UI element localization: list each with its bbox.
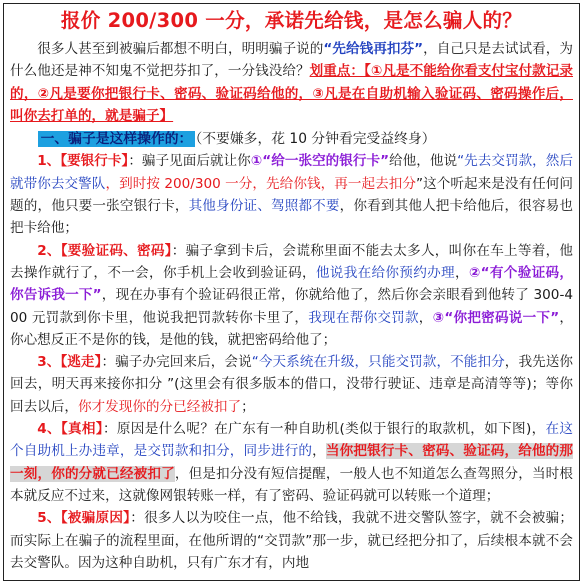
item-4-tag: 【真相】 — [60, 421, 103, 438]
item-1-text-4: ，你看到其他人把卡给他后，很容易也把卡给他； — [10, 198, 574, 237]
intro-text-1: 很多人甚至到被骗后都想不明白，明明骗子说的 — [37, 41, 324, 57]
item-2-blue-text-1: 他说我在给你预约办理 — [315, 264, 455, 281]
item-1-number: 1、 — [37, 153, 61, 170]
item-3-red-text: 你才发现你的分已经被扣了 — [77, 398, 242, 415]
item-1-quote-3: ，到时按 200/300 一分，先给你钱，再一起去扣分 — [105, 175, 417, 192]
item-2-text-2: ， — [454, 264, 469, 281]
item-4-text-2: ， — [312, 443, 326, 460]
item-5-number: 5、 — [37, 510, 61, 527]
item-4-number: 4、 — [37, 421, 61, 438]
section-label: 一、骗子是这样操作的： — [38, 131, 196, 147]
item-2-tag: 【要验证码、密码】 — [60, 242, 172, 259]
document-frame — [3, 3, 580, 581]
item-4-text-1: ：原因是什么呢？在广东有一种自助机(类似于银行的取款机，如下图)， — [102, 421, 546, 438]
item-3-tag: 【逃走】 — [60, 354, 102, 371]
item-1-text-1: ：骗子见面后就让你 — [128, 153, 251, 170]
item-2-quote-1: ②“有个验证码，你告诉我一下” — [10, 264, 574, 304]
item-4-highlight: 当你把银行卡、密码、验证码，给他的那一刻，你的分就已经被扣了 — [10, 443, 574, 482]
key-points: 划重点：【①凡是不能给你看支付宝付款记录的，②凡是要你把银行卡、密码、验证码给他的，③凡是在自助机输入验证码、密码操作后，叫你去打单的，就是骗子】 — [10, 63, 574, 124]
item-4-text-3: ，但是扣分没有短信提醒，一般人也不知道怎么查驾照分，当时根本就反应不过来，这就像网银转账一样，有了密码、验证码就可以转账一个道理； — [10, 465, 574, 504]
intro-text-2: ，自己只是去试试看，为什么他还是神不知鬼不觉把芬扣了，一分钱没给？ — [10, 41, 574, 80]
page-title: 报价 200/300 一分，承诺先给钱，是怎么骗人的？ — [60, 9, 523, 32]
item-5-tag: 【被骗原因】 — [60, 510, 131, 527]
item-1-tag: 【要银行卡】 — [60, 153, 129, 170]
item-1-text-2: 给他，他说 — [389, 153, 458, 170]
item-2-text-5: ，你心想反正不是你的钱，是他的钱，就把密码给他了； — [10, 309, 574, 348]
item-2-number: 2、 — [37, 242, 61, 259]
item-3-text-3: ； — [241, 398, 255, 415]
item-4-blue-text: 在这个自助机上办违章，是交罚款和扣分，同步进行的 — [10, 421, 574, 460]
item-3 — [4, 351, 579, 418]
item-2-quote-2: ③“你把密码说一下” — [432, 309, 560, 326]
section-heading — [4, 128, 579, 150]
item-1-text-3: ”这个听起来是没有任何问题的，他只要一张空银行卡， — [10, 175, 574, 215]
item-3-number: 3、 — [37, 354, 61, 371]
item-5 — [4, 507, 579, 574]
intro-paragraph — [4, 38, 579, 127]
section-note: （不要嫌多，花 10 分钟看完受益终身） — [195, 131, 436, 148]
item-3-text-2: ，我先送你回去，明天再来接你扣分 ”(这里会有很多版本的借口，没带行驶证、违章是高清等等)；等你回去以后， — [10, 354, 574, 415]
item-1 — [4, 150, 579, 239]
item-3-text-1: ：骗子办完回来后，会说 — [101, 354, 252, 371]
item-2-blue-text-2: 我现在帮你交罚款 — [308, 309, 419, 326]
item-1-quote-2: “先去交罚款，然后就带你去交警队 — [10, 153, 573, 192]
item-1-blue-text: 其他身份证、驾照都不要 — [188, 198, 340, 215]
item-2-text-3: ，现在办事有个验证码很正常，你就给他了，然后你会亲眼看到他转了 300-400 元罚款到你卡里，他说我把罚款转你卡里了， — [10, 287, 573, 326]
item-2-text-4: ， — [418, 309, 433, 326]
item-2-text-1: ：骗子拿到卡后，会谎称里面不能去太多人，叫你在车上等着，他去操作就行了，不一会，你手机上会收到验证码， — [10, 242, 574, 281]
item-1-quote-1: ①“给一张空的银行卡” — [250, 153, 390, 170]
item-5-text-1: ：很多人以为咬住一点，他不给钱，我就不进交警队签字，就不会被骗；而实际上在骗子的流程里面，在他所谓的“交罚款”那一步，就已经把分扣了，后续根本就不会去交警队。因为这种自助机，只有广东才有，内地 — [10, 510, 573, 571]
intro-quote: “先给钱再扣芬” — [323, 41, 424, 57]
item-2 — [4, 240, 579, 351]
item-4 — [4, 418, 579, 507]
item-3-quote: “今天系统在升级，只能交罚款，不能扣分 — [251, 354, 505, 371]
